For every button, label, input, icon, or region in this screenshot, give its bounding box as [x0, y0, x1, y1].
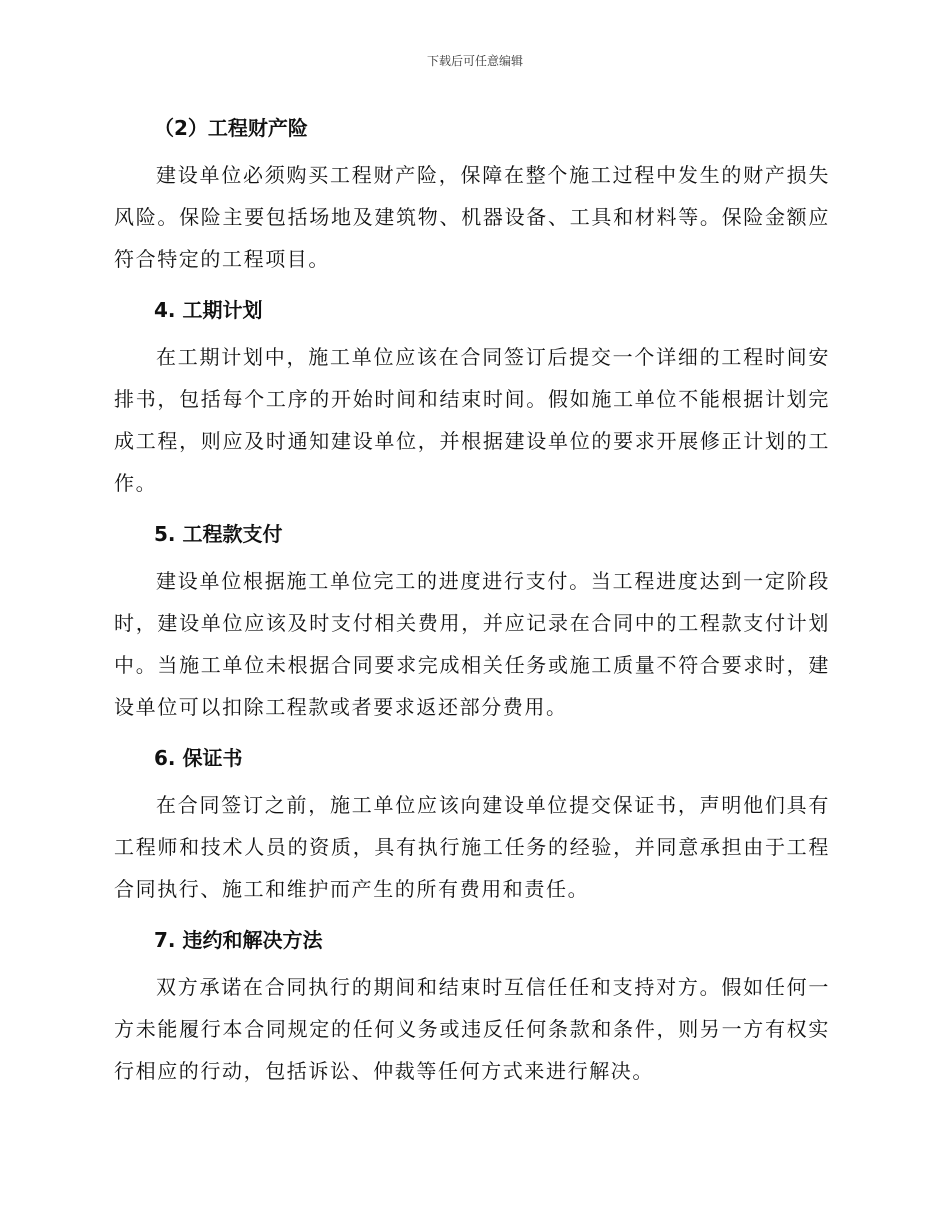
section-paragraph-payment: 建设单位根据施工单位完工的进度进行支付。当工程进度达到一定阶段时，建设单位应该及时支付相关费用，并应记录在合同中的工程款支付计划中。当施工单位未根据合同要求完成相关任务或施工质量不符合要求时，建设单位可以扣除工程款或者要求返还部分费用。: [114, 569, 830, 719]
section-paragraph-property-insurance: 建设单位必须购买工程财产险，保障在整个施工过程中发生的财产损失风险。保险主要包括场地及建筑物、机器设备、工具和材料等。保险金额应符合特定的工程项目。: [114, 163, 830, 271]
section-heading-schedule: 4. 工期计划: [154, 298, 263, 322]
section-heading-payment: 5. 工程款支付: [154, 522, 283, 546]
section-paragraph-schedule: 在工期计划中，施工单位应该在合同签订后提交一个详细的工程时间安排书，包括每个工序的开始时间和结束时间。假如施工单位不能根据计划完成工程，则应及时通知建设单位，并根据建设单位的要求开展修正计划的工作。: [114, 345, 830, 495]
section-heading-guarantee: 6. 保证书: [154, 746, 243, 770]
section-paragraph-breach: 双方承诺在合同执行的期间和结束时互信任任和支持对方。假如任何一方未能履行本合同规定的任何义务或违反任何条款和条件，则另一方有权实行相应的行动，包括诉讼、仲裁等任何方式来进行解决。: [114, 975, 830, 1083]
document-body: [114, 108, 830, 1102]
page-header: 下载后可任意编辑: [426, 54, 523, 68]
section-heading-property-insurance: （2）工程财产险: [154, 116, 308, 140]
section-paragraph-guarantee: 在合同签订之前，施工单位应该向建设单位提交保证书，声明他们具有工程师和技术人员的资质，具有执行施工任务的经验，并同意承担由于工程合同执行、施工和维护而产生的所有费用和责任。: [114, 793, 830, 901]
section-heading-breach: 7. 违约和解决方法: [154, 928, 323, 952]
